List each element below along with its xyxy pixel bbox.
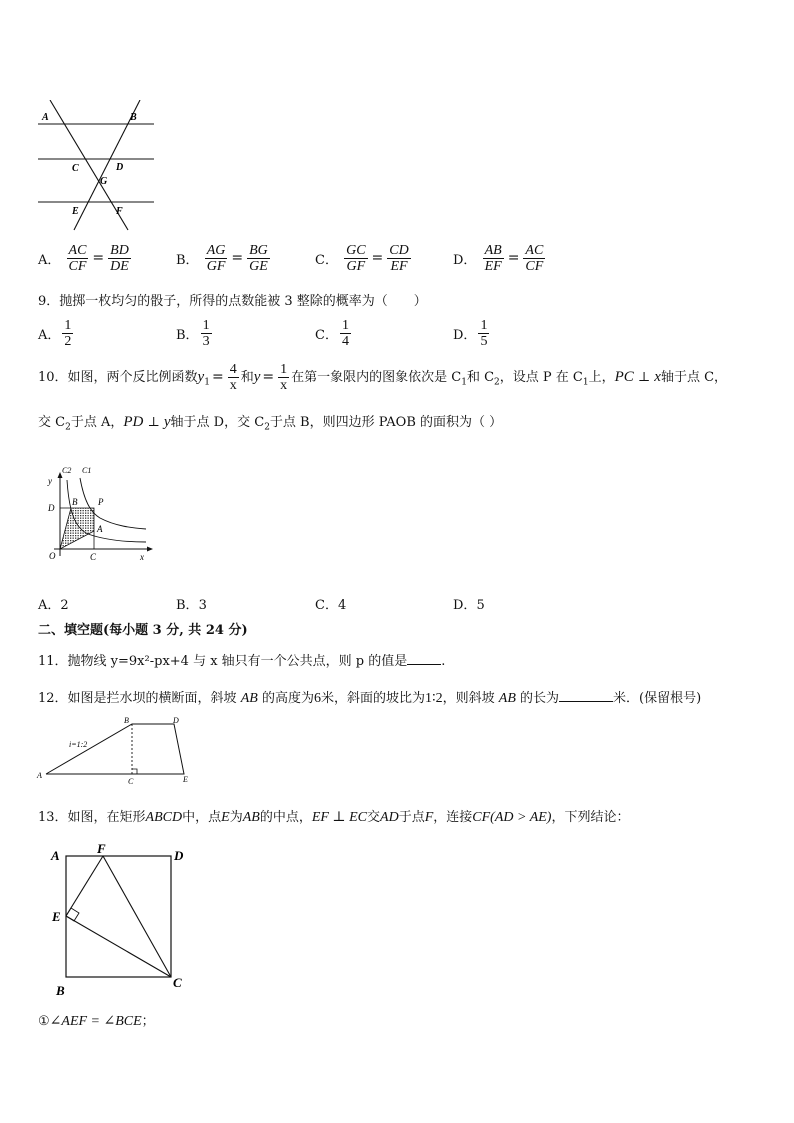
segment-fe (66, 856, 103, 916)
inverse-proportion-figure (40, 460, 160, 565)
q8-option-a: A． $\frac{AC}{CF}$ = $\frac{BD}{DE}$ (38, 243, 129, 274)
fig8-label-e: E (72, 206, 79, 217)
q10-line-2: 交 $C_2$于点 A，PD ⊥ y轴于点 D，交 $C_2$于点 B，则四边形 PAOB 的面积为（ ） (38, 414, 503, 433)
fig12-label-e: E (183, 775, 188, 784)
fig10-label-p: P (98, 497, 104, 507)
fig8-label-d: D (116, 162, 124, 173)
q8-option-b: B． $\frac{AG}{GF}$ = $\frac{BG}{GE}$ (176, 243, 268, 274)
fig10-label-o: O (49, 551, 56, 561)
right-angle-mark (132, 769, 137, 774)
segment-fc (103, 856, 171, 977)
fig10-label-c: C (90, 552, 97, 562)
fig13-label-e: E (52, 909, 61, 924)
q9-option-d: D． $\frac{1}{5}$ (453, 318, 488, 349)
q9-option-b: B． $\frac{1}{3}$ (176, 318, 210, 349)
fig10-label-x: x (140, 552, 144, 562)
fig10-label-d: D (48, 503, 55, 513)
segment-ec (66, 916, 171, 977)
q13-text: 13．如图，在矩形ABCD中，点E为AB的中点，EF ⊥ EC交AD于点F，连接CF(AD > AE)，下列结论： (38, 810, 630, 825)
right-angle-mark-e (66, 908, 79, 921)
q13-conclusion-1: ①∠AEF = ∠BCE； (38, 1014, 155, 1029)
q9-option-c: C． $\frac{1}{4}$ (315, 318, 349, 349)
q10-option-d: D．5 (453, 598, 485, 613)
q12-blank (559, 701, 613, 702)
rectangle-abcd-figure (46, 840, 196, 1000)
q9-option-a: A． $\frac{1}{2}$ (38, 318, 72, 349)
q8-option-d: D． $\frac{AB}{EF}$ = $\frac{AC}{CF}$ (453, 243, 544, 274)
fig10-label-c2: C2 (62, 466, 72, 475)
fig12-label-b: B (124, 716, 129, 725)
fig8-label-g: G (100, 176, 108, 187)
fig8-label-c: C (72, 163, 79, 174)
fig8-label-b: B (130, 112, 137, 123)
q10-option-c: C．4 (315, 598, 347, 613)
q10-option-a: A．2 (38, 598, 69, 613)
fig12-label-a: A (37, 771, 42, 780)
parallel-lines-figure (30, 100, 160, 235)
q11-text: 11．抛物线 y=9x²-px+4 与 x 轴只有一个公共点，则 p 的值是 . (38, 654, 446, 669)
fig12-label-slope: i=1:2 (69, 740, 88, 749)
dam-cross-section-figure (34, 712, 198, 784)
fig10-label-c1: C1 (82, 466, 92, 475)
fig12-label-c: C (128, 777, 134, 784)
q12-text: 12．如图是拦水坝的横断面，斜坡 AB 的高度为6米，斜面的坡比为1∶2，则斜坡 AB 的长为 米．(保留根号) (38, 691, 702, 706)
fig13-label-a: A (51, 848, 60, 863)
section-heading: 二、填空题(每小题 3 分, 共 24 分) (38, 623, 248, 638)
fig13-label-f: F (97, 841, 106, 856)
x-axis-arrow (147, 547, 153, 552)
fig10-label-a: A (97, 524, 103, 534)
fig13-label-d: D (174, 848, 184, 863)
q10-line-1: 10．如图，两个反比例函数$y_1$ = $\frac{4}{x}$ 和y = $\frac{1}{x}$ 在第一象限内的图象依次是 $C_1$和 $C_2$，设点 P 在 $C_1$上，PC ⊥ x轴于点 C， (38, 362, 728, 393)
q11-blank (407, 664, 441, 665)
q9-text: 9．抛掷一枚均匀的骰子，所得的点数能被 3 整除的概率为（ ） (38, 294, 427, 309)
dam-outline (46, 724, 184, 774)
fig13-label-c: C (173, 975, 182, 990)
q10-option-b: B．3 (176, 598, 207, 613)
fig13-label-b: B (56, 983, 65, 998)
fig8-label-a: A (42, 112, 49, 123)
fig10-label-y: y (48, 476, 52, 486)
rectangle-abcd (66, 856, 171, 977)
shaded-quadrilateral-paob (60, 508, 94, 549)
q8-option-c: C． $\frac{GC}{GF}$ = $\frac{CD}{EF}$ (315, 243, 409, 274)
fig10-label-b: B (72, 497, 78, 507)
fig8-label-f: F (116, 206, 123, 217)
fig12-label-d: D (173, 716, 179, 725)
